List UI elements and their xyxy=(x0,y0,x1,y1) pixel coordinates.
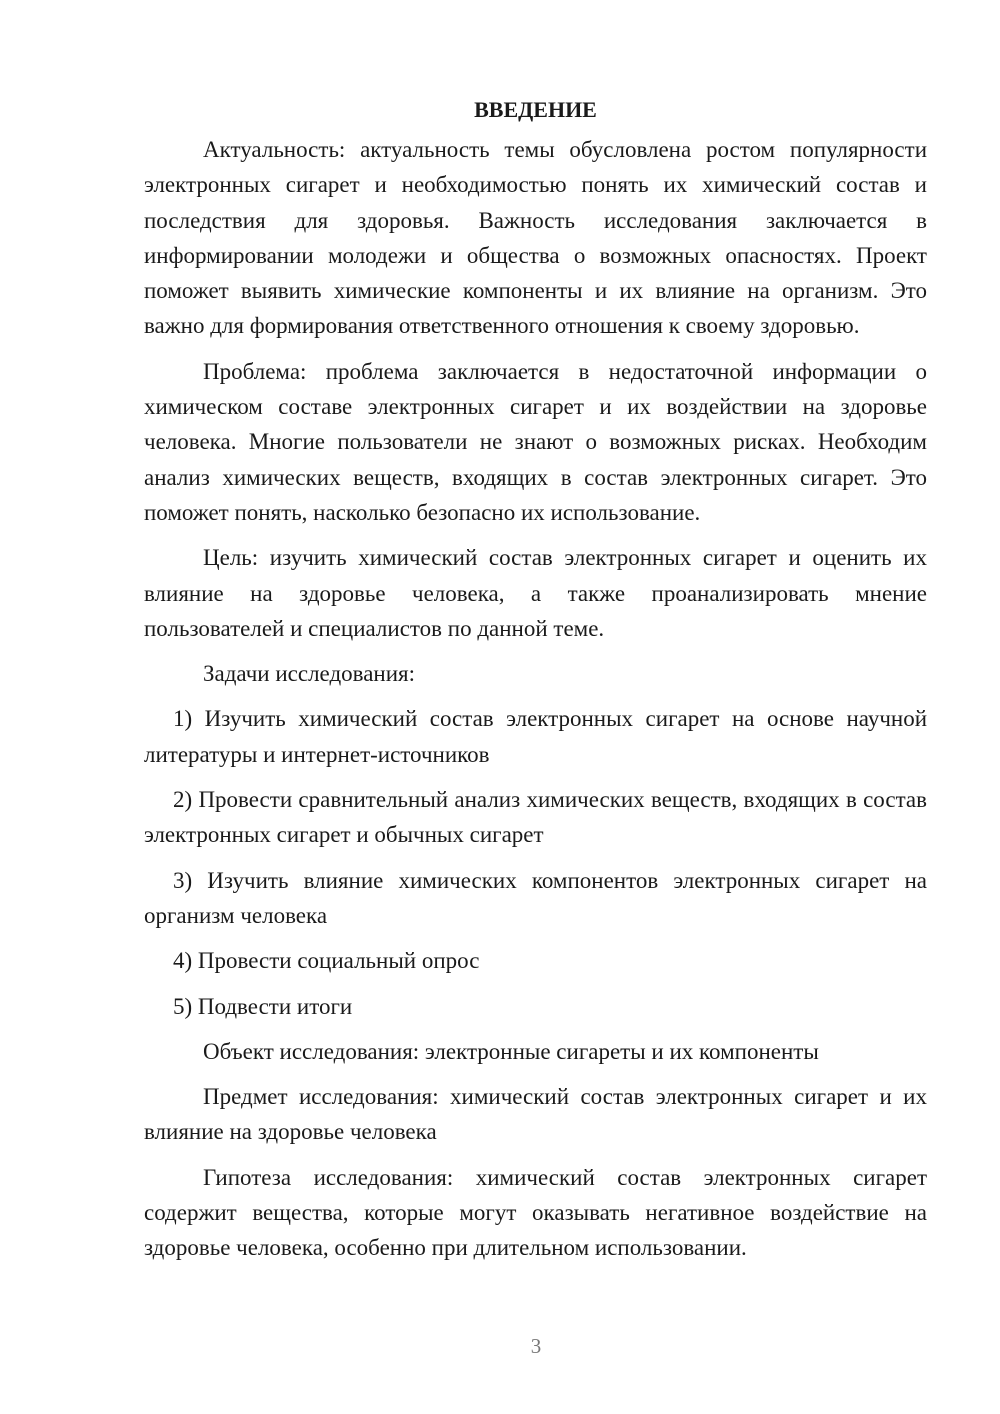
task-item-1: 1) Изучить химический состав электронных сигарет на основе научной литературы и интернет-источников xyxy=(144,706,927,767)
object-paragraph: Объект исследования: электронные сигареты и их компоненты xyxy=(203,1038,819,1064)
section-heading: ВВЕДЕНИЕ xyxy=(474,97,597,122)
page-number: 3 xyxy=(530,1334,542,1358)
task-item-4: 4) Провести социальный опрос xyxy=(173,948,480,974)
hypothesis-paragraph: Гипотеза исследования: химический состав электронных сигарет содержит вещества, которые могут оказывать негативное воздействие на здоровье человека, особенно при длительном использовании. xyxy=(144,1164,927,1261)
goal-paragraph: Цель: изучить химический состав электронных сигарет и оценить их влияние на здоровье человека, а также проанализировать мнение пользователей и специалистов по данной теме. xyxy=(144,545,927,641)
task-item-2: 2) Провести сравнительный анализ химических веществ, входящих в состав электронных сигарет и обычных сигарет xyxy=(144,787,927,848)
relevance-paragraph: Актуальность: актуальность темы обусловлена ростом популярности электронных сигарет и необходимостью понять их химический состав и последствия для здоровья. Важность исследования заключается в информировании молодежи и общества о возможных опасностях. Проект поможет выявить химические компоненты и их влияние на организм. Это важно для формирования ответственного отношения к своему здоровью. xyxy=(144,137,927,339)
document-page xyxy=(144,92,927,1276)
tasks-heading: Задачи исследования: xyxy=(203,661,416,687)
task-item-5: 5) Подвести итоги xyxy=(173,993,353,1019)
task-item-3: 3) Изучить влияние химических компонентов электронных сигарет на организм человека xyxy=(144,867,927,928)
subject-paragraph: Предмет исследования: химический состав электронных сигарет и их влияние на здоровье человека xyxy=(144,1084,927,1145)
problem-paragraph: Проблема: проблема заключается в недостаточной информации о химическом составе электронных сигарет и их воздействии на здоровье человека. Многие пользователи не знают о возможных рисках. Необходим анализ химических веществ, входящих в состав электронных сигарет. Это поможет понять, насколько безопасно их использование. xyxy=(144,358,927,525)
